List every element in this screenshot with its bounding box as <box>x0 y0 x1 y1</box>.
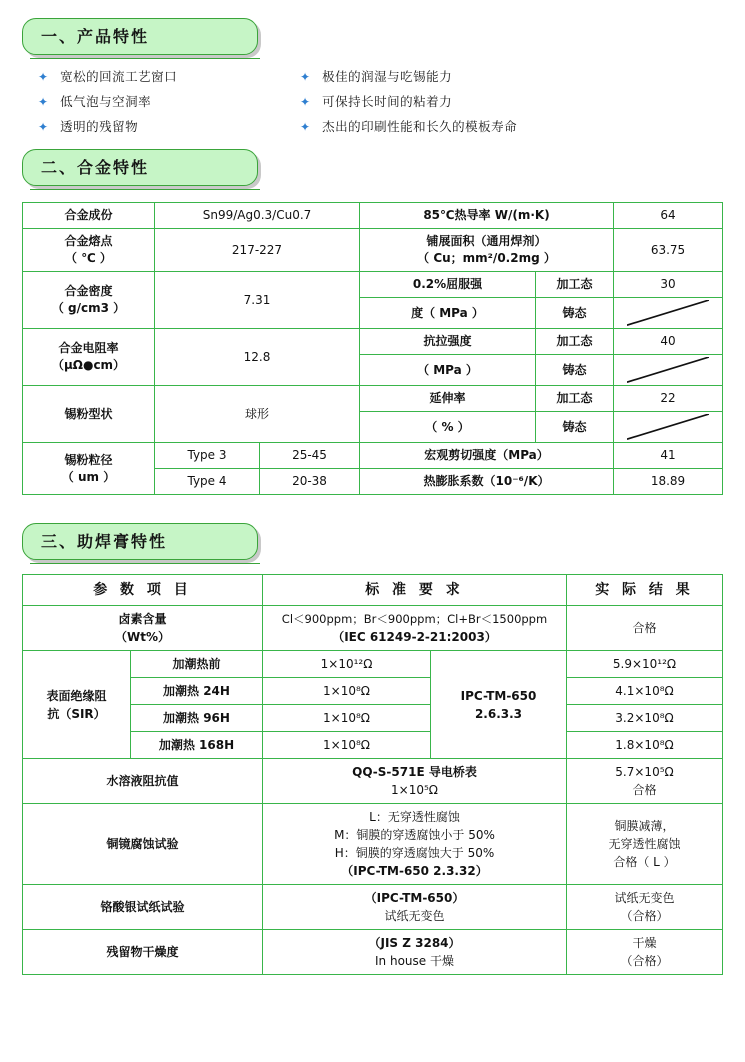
spread-area-label-line2: （ Cu；mm²/0.2mg ） <box>417 251 556 265</box>
cell-alloy-composition-value: Sn99/Ag0.3/Cu0.7 <box>155 203 360 229</box>
section-3-header <box>22 523 258 560</box>
cell-sir-condition: 加潮热前 <box>131 651 263 678</box>
cell-yield-state-cast: 铸态 <box>536 298 614 329</box>
resistivity-label-line2: （μΩ●cm） <box>51 358 126 372</box>
feature-text: 透明的残留物 <box>60 119 139 134</box>
dry-std-line2: In house 干燥 <box>375 954 454 968</box>
table-row <box>23 272 723 298</box>
column-header-standard: 标 准 要 求 <box>263 575 567 606</box>
cell-copper-mirror-standard <box>263 804 567 885</box>
cell-sir-method <box>431 651 567 759</box>
sir-label-line1: 表面绝缘阻 <box>46 688 107 703</box>
melting-point-label-line2: （ ℃ ） <box>65 251 112 265</box>
section-2-title: 二、合金特性 <box>41 158 150 177</box>
cell-residue-dryness-label: 残留物干燥度 <box>23 930 263 975</box>
diamond-bullet-icon: ✦ <box>300 95 311 109</box>
cell-sir-condition: 加潮热 168H <box>131 732 263 759</box>
copper-std-line4: （IPC-TM-650 2.3.32） <box>341 864 488 878</box>
section-1-pill <box>22 18 258 55</box>
sir-label-line2: 抗（SIR） <box>47 706 106 721</box>
cell-particle-size-label <box>23 443 155 495</box>
diamond-bullet-icon: ✦ <box>38 70 49 84</box>
copper-std-line3: H：铜膜的穿透腐蚀大于 50% <box>334 846 495 860</box>
cell-sir-condition: 加潮热 24H <box>131 678 263 705</box>
table-row <box>23 804 723 885</box>
table-row <box>23 329 723 355</box>
dry-result-line1: 干燥 <box>632 936 657 950</box>
particle-size-label-line1: 锡粉粒径 <box>64 452 113 467</box>
cell-shear-strength-label: 宏观剪切强度（MPa） <box>360 443 614 469</box>
section-3-underline <box>30 563 260 564</box>
cell-copper-mirror-result <box>567 804 723 885</box>
cell-elongation-state-worked: 加工态 <box>536 386 614 412</box>
cell-spread-area-label <box>360 229 614 272</box>
cell-type4-label: Type 4 <box>155 469 260 495</box>
copper-std-line1: L：无穿透性腐蚀 <box>369 810 460 824</box>
cell-sir-standard: 1×10¹²Ω <box>263 651 431 678</box>
product-feature-list <box>38 69 745 135</box>
copper-result-line1: 铜膜减薄， <box>614 819 675 833</box>
section-flux-properties <box>0 495 745 975</box>
cell-elongation-label-line1: 延伸率 <box>360 386 536 412</box>
cell-tensile-state-worked: 加工态 <box>536 329 614 355</box>
column-header-result: 实 际 结 果 <box>567 575 723 606</box>
cell-density-value: 7.31 <box>155 272 360 329</box>
diagonal-slash-icon <box>627 300 709 325</box>
cell-sir-label <box>23 651 131 759</box>
cell-silver-chromate-label: 铬酸银试纸试验 <box>23 885 263 930</box>
column-header-parameter: 参 数 项 目 <box>23 575 263 606</box>
diagonal-slash-icon <box>627 414 709 439</box>
cell-melting-point-label <box>23 229 155 272</box>
cell-tensile-label-line1: 抗拉强度 <box>360 329 536 355</box>
cell-yield-cast-value <box>614 298 723 329</box>
melting-point-label-line1: 合金熔点 <box>64 234 113 248</box>
water-result-line1: 5.7×10⁵Ω <box>615 765 674 779</box>
cell-water-resistance-label: 水溶液阻抗值 <box>23 759 263 804</box>
cell-tensile-cast-value <box>614 355 723 386</box>
cell-melting-point-value: 217-227 <box>155 229 360 272</box>
water-std-line1: QQ-S-571E 导电桥表 <box>352 765 477 779</box>
cell-tensile-worked-value: 40 <box>614 329 723 355</box>
cell-spread-area-value: 63.75 <box>614 229 723 272</box>
spread-area-label-line1: 铺展面积（通用焊剂） <box>426 234 547 248</box>
cell-sir-standard: 1×10⁸Ω <box>263 705 431 732</box>
halide-label-line1: 卤素含量 <box>118 612 167 626</box>
cell-sir-result: 4.1×10⁸Ω <box>567 678 723 705</box>
cell-silver-chromate-result <box>567 885 723 930</box>
table-row <box>23 606 723 651</box>
cell-thermal-conductivity-label: 85℃热导率 W/(m·K) <box>360 203 614 229</box>
cell-type3-value: 25-45 <box>260 443 360 469</box>
table-row <box>23 229 723 272</box>
list-item <box>38 94 300 110</box>
cell-density-label <box>23 272 155 329</box>
section-2-header <box>22 149 258 186</box>
feature-text: 宽松的回流工艺窗口 <box>60 69 178 84</box>
diagonal-slash-icon <box>627 357 709 382</box>
resistivity-label-line1: 合金电阻率 <box>58 341 119 355</box>
table-row <box>23 386 723 412</box>
feature-text: 低气泡与空洞率 <box>60 94 152 109</box>
cell-sir-result: 5.9×10¹²Ω <box>567 651 723 678</box>
cell-sir-standard: 1×10⁸Ω <box>263 732 431 759</box>
table-row <box>23 885 723 930</box>
table-row <box>23 759 723 804</box>
cell-thermal-expansion-value: 18.89 <box>614 469 723 495</box>
section-3-title: 三、助焊膏特性 <box>41 532 168 551</box>
cell-powder-shape-value: 球形 <box>155 386 360 443</box>
section-product-features <box>0 0 745 135</box>
cell-yield-worked-value: 30 <box>614 272 723 298</box>
list-item <box>300 119 745 135</box>
section-2-pill <box>22 149 258 186</box>
sir-method-line2: 2.6.3.3 <box>474 706 523 721</box>
cell-elongation-cast-value <box>614 412 723 443</box>
cell-water-resistance-standard <box>263 759 567 804</box>
cell-elongation-worked-value: 22 <box>614 386 723 412</box>
particle-size-label-line2: （ um ） <box>61 469 116 484</box>
copper-result-line2: 无穿透性腐蚀 <box>608 837 681 851</box>
cell-alloy-composition-label: 合金成份 <box>23 203 155 229</box>
cell-water-resistance-result <box>567 759 723 804</box>
cell-residue-dryness-result <box>567 930 723 975</box>
table-header-row <box>23 575 723 606</box>
table-row <box>23 651 723 678</box>
diamond-bullet-icon: ✦ <box>38 120 49 134</box>
copper-std-line2: M：铜膜的穿透腐蚀小于 50% <box>334 828 495 842</box>
dry-result-line2: （合格） <box>620 954 669 968</box>
cell-powder-shape-label: 锡粉型状 <box>23 386 155 443</box>
feature-text: 可保持长时间的粘着力 <box>322 94 453 109</box>
cell-resistivity-value: 12.8 <box>155 329 360 386</box>
silver-result-line1: 试纸无变色 <box>614 891 675 905</box>
list-item <box>300 94 745 110</box>
sir-method-line1: IPC-TM-650 <box>460 688 537 703</box>
cell-tensile-label-line2: （ MPa ） <box>360 355 536 386</box>
alloy-properties-table <box>22 202 723 495</box>
flux-properties-table <box>22 574 723 975</box>
cell-elongation-label-line2: （ % ） <box>360 412 536 443</box>
table-row <box>23 203 723 229</box>
diamond-bullet-icon: ✦ <box>300 70 311 84</box>
cell-thermal-expansion-label: 热膨胀系数（10⁻⁶/K） <box>360 469 614 495</box>
cell-elongation-state-cast: 铸态 <box>536 412 614 443</box>
cell-shear-strength-value: 41 <box>614 443 723 469</box>
cell-tensile-state-cast: 铸态 <box>536 355 614 386</box>
feature-text: 杰出的印刷性能和长久的模板寿命 <box>322 119 518 134</box>
section-alloy-properties <box>0 135 745 495</box>
table-row <box>23 443 723 469</box>
cell-residue-dryness-standard <box>263 930 567 975</box>
cell-type4-value: 20-38 <box>260 469 360 495</box>
silver-std-line1: （IPC-TM-650） <box>364 891 465 905</box>
section-3-pill <box>22 523 258 560</box>
cell-resistivity-label <box>23 329 155 386</box>
cell-yield-strength-label-line2: 度（ MPa ） <box>360 298 536 329</box>
cell-copper-mirror-label: 铜镜腐蚀试验 <box>23 804 263 885</box>
halide-label-line2: （Wt%） <box>115 630 170 644</box>
cell-type3-label: Type 3 <box>155 443 260 469</box>
halide-std-line1: Cl＜900ppm；Br＜900ppm；Cl+Br＜1500ppm <box>281 612 548 626</box>
cell-sir-result: 1.8×10⁸Ω <box>567 732 723 759</box>
cell-sir-result: 3.2×10⁸Ω <box>567 705 723 732</box>
dry-std-line1: （JIS Z 3284） <box>368 936 461 950</box>
halide-std-line2: （IEC 61249-2-21:2003） <box>332 630 497 644</box>
cell-yield-strength-label-line1: 0.2%屈服强 <box>360 272 536 298</box>
section-1-title: 一、产品特性 <box>41 27 150 46</box>
cell-sir-standard: 1×10⁸Ω <box>263 678 431 705</box>
density-label-line1: 合金密度 <box>64 284 113 298</box>
water-std-line2: 1×10⁵Ω <box>391 783 438 797</box>
list-item <box>38 69 300 85</box>
density-label-line2: （ g/cm3 ） <box>51 301 126 315</box>
cell-thermal-conductivity-value: 64 <box>614 203 723 229</box>
cell-silver-chromate-standard <box>263 885 567 930</box>
diamond-bullet-icon: ✦ <box>38 95 49 109</box>
diamond-bullet-icon: ✦ <box>300 120 311 134</box>
cell-halide-result: 合格 <box>567 606 723 651</box>
list-item <box>300 69 745 85</box>
cell-yield-state-worked: 加工态 <box>536 272 614 298</box>
section-1-underline <box>30 58 260 59</box>
cell-halide-standard <box>263 606 567 651</box>
cell-halide-label <box>23 606 263 651</box>
water-result-line2: 合格 <box>632 783 657 797</box>
list-item <box>38 119 300 135</box>
copper-result-line3: 合格（ L ） <box>613 855 676 869</box>
cell-sir-condition: 加潮热 96H <box>131 705 263 732</box>
section-1-header <box>22 18 258 55</box>
feature-text: 极佳的润湿与吃锡能力 <box>322 69 453 84</box>
silver-result-line2: （合格） <box>620 909 669 923</box>
table-row <box>23 930 723 975</box>
silver-std-line2: 试纸无变色 <box>384 909 445 923</box>
section-2-underline <box>30 189 260 190</box>
